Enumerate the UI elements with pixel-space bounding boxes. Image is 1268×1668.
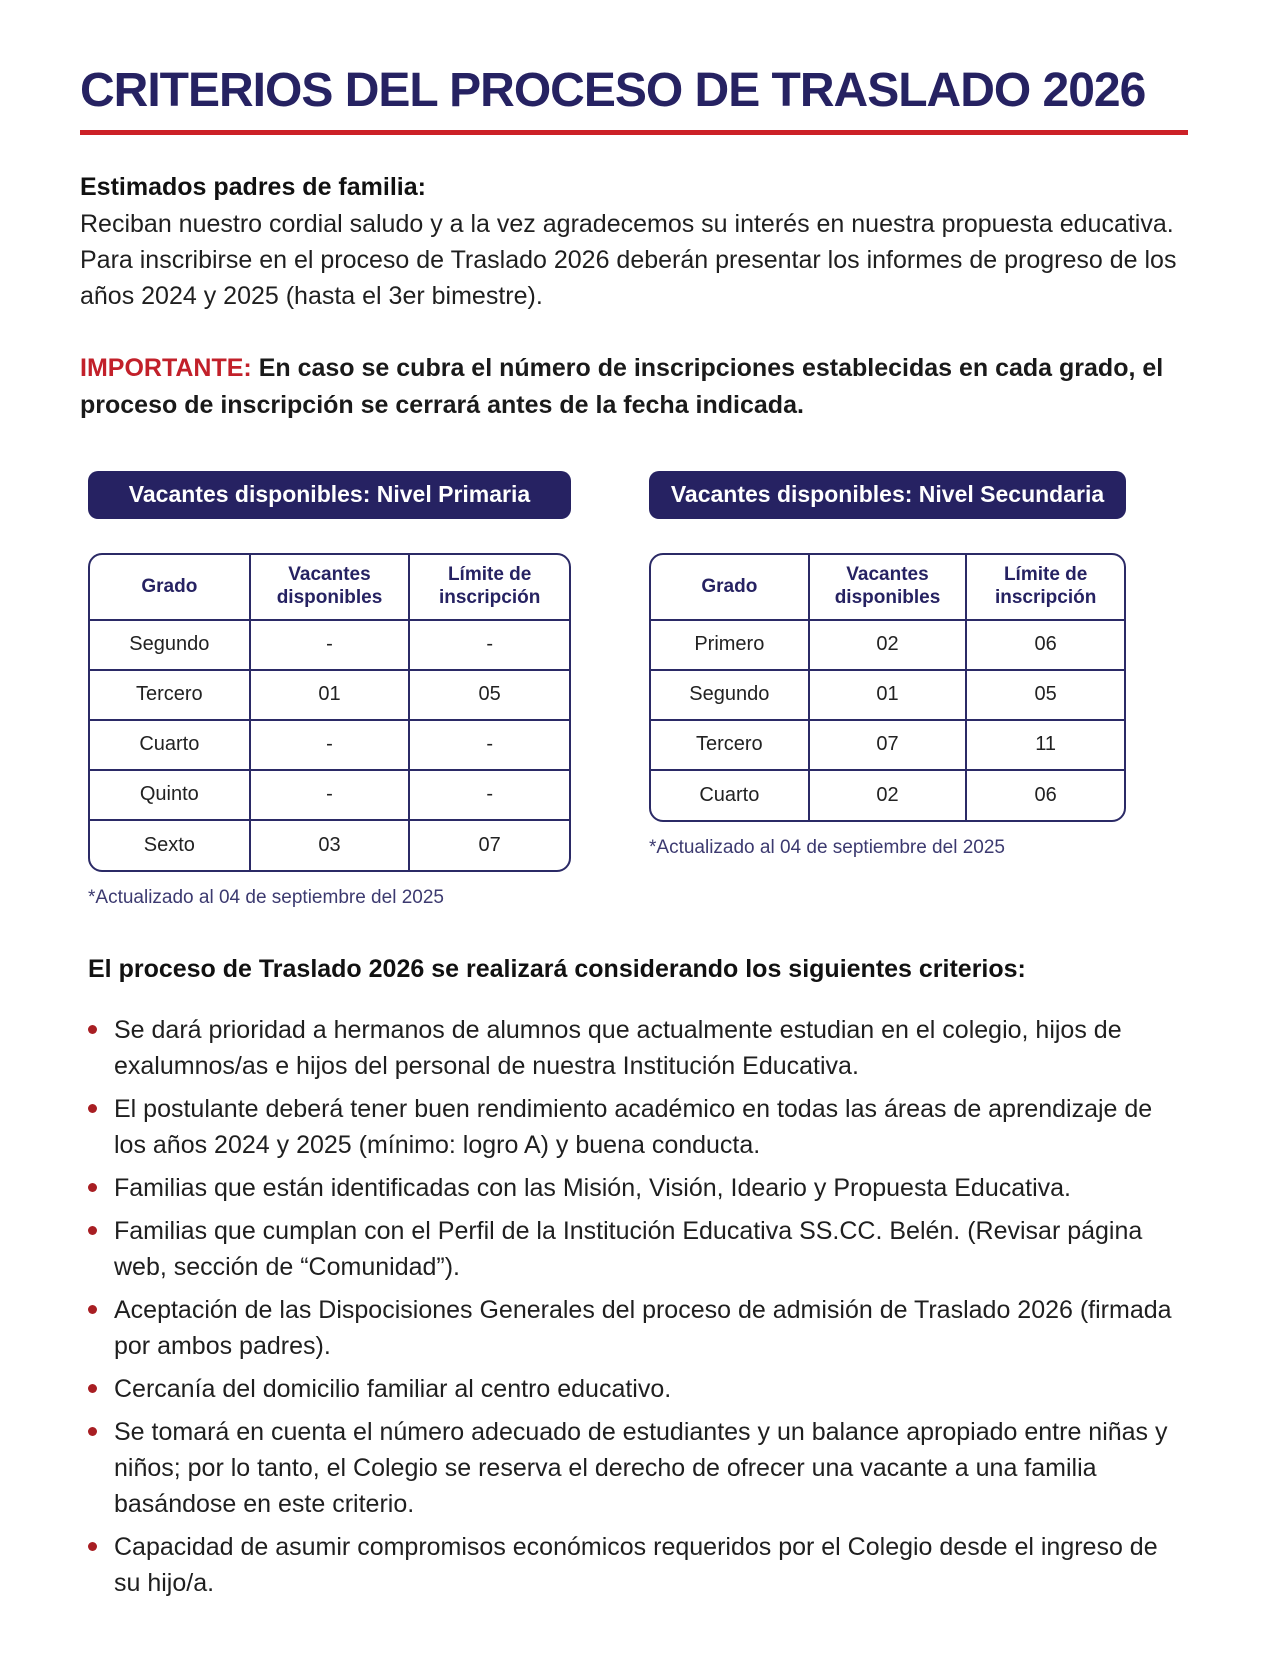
table-cell: Segundo (90, 620, 250, 670)
primaria-footnote: *Actualizado al 04 de septiembre del 2025 (88, 886, 444, 908)
list-item-text: Familias que están identificadas con las Misión, Visión, Ideario y Propuesta Educativa. (114, 1173, 1071, 1202)
table-cell: Cuarto (651, 770, 809, 820)
important-text: En caso se cubra el número de inscripciones establecidas en cada grado, el proceso de inscripción se cerrará antes de la fecha indicada. (80, 354, 1164, 419)
primaria-column (88, 471, 571, 909)
table-header-row (90, 555, 569, 620)
table-cell: - (250, 620, 410, 670)
table-cell: 07 (809, 720, 967, 770)
table-cell: 01 (809, 670, 967, 720)
criteria-heading: El proceso de Traslado 2026 se realizará considerando los siguientes criterios: (88, 954, 1026, 983)
list-item (88, 1213, 1188, 1285)
table-cell: 05 (409, 670, 569, 720)
list-item-text: Se dará prioridad a hermanos de alumnos que actualmente estudian en el colegio, hijos de exalumnos/as e hijos del personal de nuestra Institución Educativa. (114, 1015, 1122, 1080)
table-cell: 02 (809, 620, 967, 670)
intro-section (80, 169, 1188, 314)
table-cell: Tercero (651, 720, 809, 770)
table-cell: 03 (250, 820, 410, 870)
list-item-text: Se tomará en cuenta el número adecuado de estudiantes y un balance apropiado entre niñas y niños; por lo tanto, el Colegio se reserva el derecho de ofrecer una vacante a una familia basándose en este criterio. (114, 1417, 1168, 1518)
table-cell: Quinto (90, 770, 250, 820)
table-cell: Cuarto (90, 720, 250, 770)
bullet-icon (88, 1384, 97, 1393)
bullet-icon (88, 1025, 97, 1034)
important-note (80, 350, 1188, 423)
table-cell: 05 (966, 670, 1124, 720)
intro-salutation: Estimados padres de familia: (80, 173, 426, 202)
table-cell: 02 (809, 770, 967, 820)
table-row (90, 670, 569, 720)
table-row (651, 620, 1124, 670)
table-cell: Primero (651, 620, 809, 670)
list-item (88, 1091, 1188, 1163)
bullet-icon (88, 1104, 97, 1113)
list-item-text: El postulante deberá tener buen rendimiento académico en todas las áreas de aprendizaje de los años 2024 y 2025 (mínimo: logro A) y buena conducta. (114, 1094, 1153, 1159)
table-cell: 07 (478, 833, 501, 856)
header-cell-vacantes: Vacantes disponibles (809, 555, 967, 620)
list-item (88, 1529, 1188, 1601)
table-row (651, 670, 1124, 720)
table-row (90, 820, 569, 870)
list-item (88, 1371, 1188, 1407)
bullet-icon (88, 1226, 97, 1235)
intro-paragraph-2: Para inscribirse en el proceso de Traslado 2026 deberán presentar los informes de progreso de los años 2024 y 2025 (hasta el 3er bimestre). (80, 245, 1177, 311)
table-cell: Tercero (90, 670, 250, 720)
table-row (651, 770, 1124, 820)
secundaria-table (651, 555, 1124, 820)
bullet-icon (88, 1183, 97, 1192)
secundaria-footnote: *Actualizado al 04 de septiembre del 2025 (649, 836, 1005, 858)
table-row (651, 720, 1124, 770)
vacancy-tables-section (80, 471, 1188, 909)
intro-paragraph-1: Reciban nuestro cordial saludo y a la vez agradecemos su interés en nuestra propuesta educativa. (80, 209, 1174, 238)
header-cell-limite: Límite de inscripción (409, 555, 569, 620)
table-cell: - (409, 770, 569, 820)
table-cell: - (250, 770, 410, 820)
list-item-text: Capacidad de asumir compromisos económicos requeridos por el Colegio desde el ingreso de su hijo/a. (114, 1532, 1158, 1597)
table-cell: 06 (966, 620, 1124, 670)
bullet-icon (88, 1542, 97, 1551)
secundaria-column (649, 471, 1126, 859)
secundaria-badge: Vacantes disponibles: Nivel Secundaria (649, 471, 1126, 519)
list-item (88, 1170, 1188, 1206)
criteria-list (88, 1012, 1188, 1601)
table-header-row (651, 555, 1124, 620)
list-item-text: Familias que cumplan con el Perfil de la Institución Educativa SS.CC. Belén. (Revisar página web, sección de “Comunidad”). (114, 1216, 1143, 1281)
list-item-text: Cercanía del domicilio familiar al centro educativo. (114, 1374, 672, 1403)
title-underline (80, 130, 1188, 135)
table-cell: Segundo (651, 670, 809, 720)
table-cell: 11 (966, 720, 1124, 770)
header-cell-limite: Límite de inscripción (966, 555, 1124, 620)
list-item (88, 1414, 1188, 1522)
secundaria-table-wrapper (649, 553, 1126, 822)
table-cell: - (250, 720, 410, 770)
table-cell: 01 (250, 670, 410, 720)
table-cell: 06 (1034, 783, 1057, 806)
list-item (88, 1292, 1188, 1364)
table-cell: - (409, 620, 569, 670)
bullet-icon (88, 1305, 97, 1314)
header-cell-grado: Grado (90, 555, 250, 620)
header-cell-grado: Grado (651, 555, 809, 620)
table-cell: - (409, 720, 569, 770)
header-cell-vacantes: Vacantes disponibles (250, 555, 410, 620)
table-row (90, 770, 569, 820)
bullet-icon (88, 1427, 97, 1436)
primaria-badge: Vacantes disponibles: Nivel Primaria (88, 471, 571, 519)
primaria-table-wrapper (88, 553, 571, 872)
table-cell: Sexto (90, 820, 250, 870)
table-row (90, 720, 569, 770)
list-item-text: Aceptación de las Dispocisiones Generales del proceso de admisión de Traslado 2026 (firmada por ambos padres). (114, 1295, 1172, 1360)
page-title: CRITERIOS DEL PROCESO DE TRASLADO 2026 (80, 64, 1146, 117)
list-item (88, 1012, 1188, 1084)
table-row (90, 620, 569, 670)
primaria-table (90, 555, 569, 870)
important-label: IMPORTANTE: (80, 354, 252, 383)
